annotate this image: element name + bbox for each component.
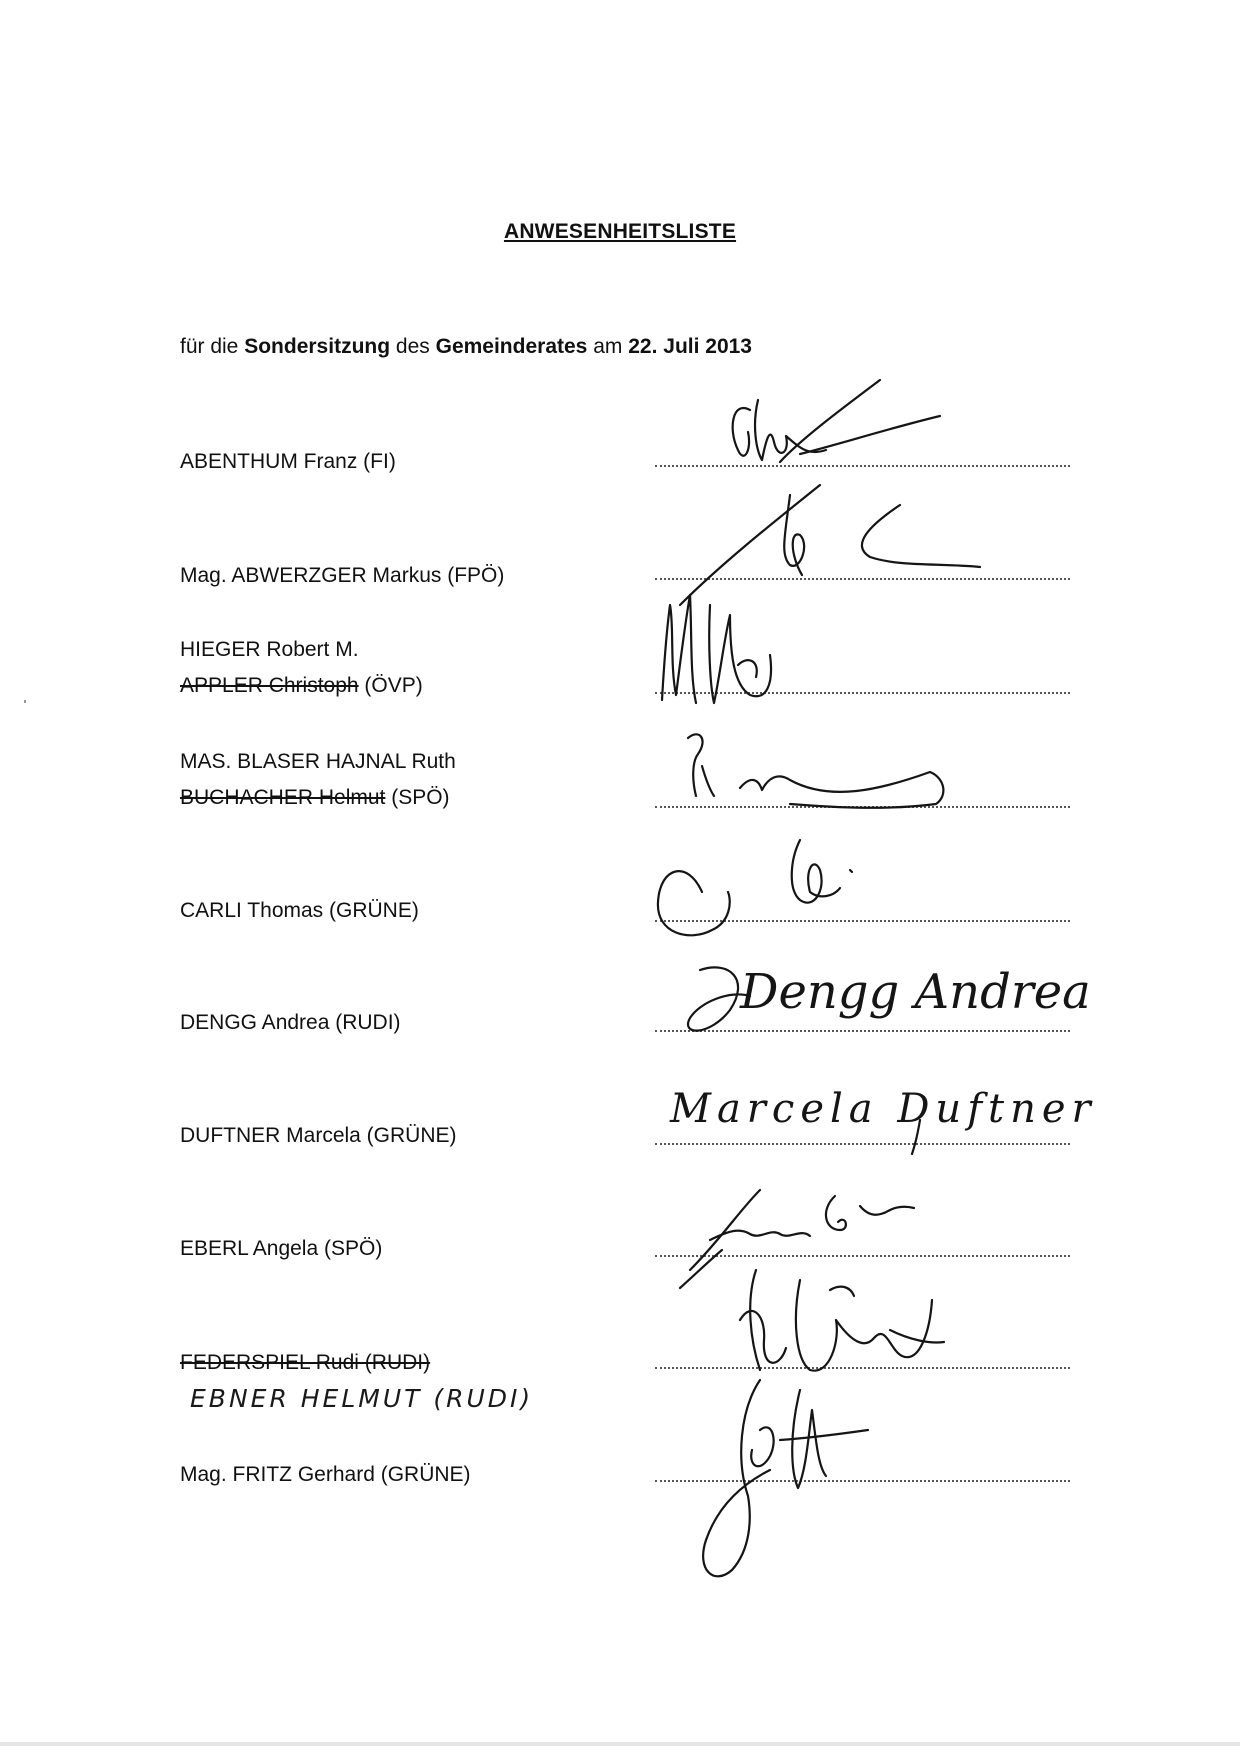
struck-out-name: BUCHACHER Helmut — [180, 786, 386, 809]
attendee-name: CARLI Thomas (GRÜNE) — [180, 899, 419, 922]
attendee-entry — [180, 558, 504, 594]
subtitle-at: am — [593, 335, 623, 358]
attendee-entry — [180, 632, 423, 704]
attendee-entry — [180, 1005, 401, 1041]
attendee-name: HIEGER Robert M. — [180, 638, 359, 661]
attendee-entry — [180, 893, 419, 929]
attendee-entry — [180, 1345, 533, 1417]
signature-duftner — [640, 1060, 1097, 1160]
subtitle-session-type: Sondersitzung — [244, 335, 391, 358]
signature-text: Dengg Andrea — [740, 964, 1091, 1020]
signature-abenthum — [640, 370, 980, 480]
attendee-name: ABENTHUM Franz (FI) — [180, 450, 396, 473]
attendee-name: DUFTNER Marcela (GRÜNE) — [180, 1124, 457, 1147]
attendee-name: Mag. ABWERZGER Markus (FPÖ) — [180, 564, 505, 587]
attendee-replaced-line — [180, 668, 423, 704]
subtitle-body: Gemeinderates — [435, 335, 588, 358]
scan-speck — [24, 700, 26, 703]
attendee-entry — [180, 744, 456, 816]
attendee-replaced-line — [180, 780, 456, 816]
signature-dengg — [640, 940, 1091, 1050]
struck-out-name: APPLER Christoph — [180, 674, 359, 697]
party-suffix: (ÖVP) — [358, 674, 423, 697]
signature-blaser-hajnal — [640, 720, 980, 810]
struck-out-name: FEDERSPIEL Rudi (RUDI) — [180, 1351, 431, 1374]
attendee-name: MAS. BLASER HAJNAL Ruth — [180, 750, 456, 773]
document-subtitle — [180, 335, 752, 359]
attendee-name: EBERL Angela (SPÖ) — [180, 1237, 383, 1260]
subtitle-date: 22. Juli 2013 — [628, 335, 752, 358]
subtitle-prefix: für die — [180, 335, 239, 358]
attendee-name: DENGG Andrea (RUDI) — [180, 1011, 401, 1034]
signature-hieger — [640, 585, 880, 715]
subtitle-middle: des — [395, 335, 430, 358]
attendee-name: Mag. FRITZ Gerhard (GRÜNE) — [180, 1463, 471, 1486]
attendee-entry — [180, 1457, 471, 1493]
handwritten-replacement-name: EBNER HELMUT (RUDI) — [190, 1384, 534, 1413]
attendee-entry — [180, 1231, 382, 1267]
page-bottom-edge — [0, 1742, 1240, 1746]
document-title: ANWESENHEITSLISTE — [503, 220, 737, 243]
signature-text: Marcela Duftner — [670, 1086, 1097, 1132]
party-suffix: (SPÖ) — [385, 786, 450, 809]
attendee-entry — [180, 444, 396, 480]
attendee-entry — [180, 1118, 457, 1154]
signature-carli — [640, 830, 940, 940]
signature-fritz — [640, 1370, 960, 1590]
